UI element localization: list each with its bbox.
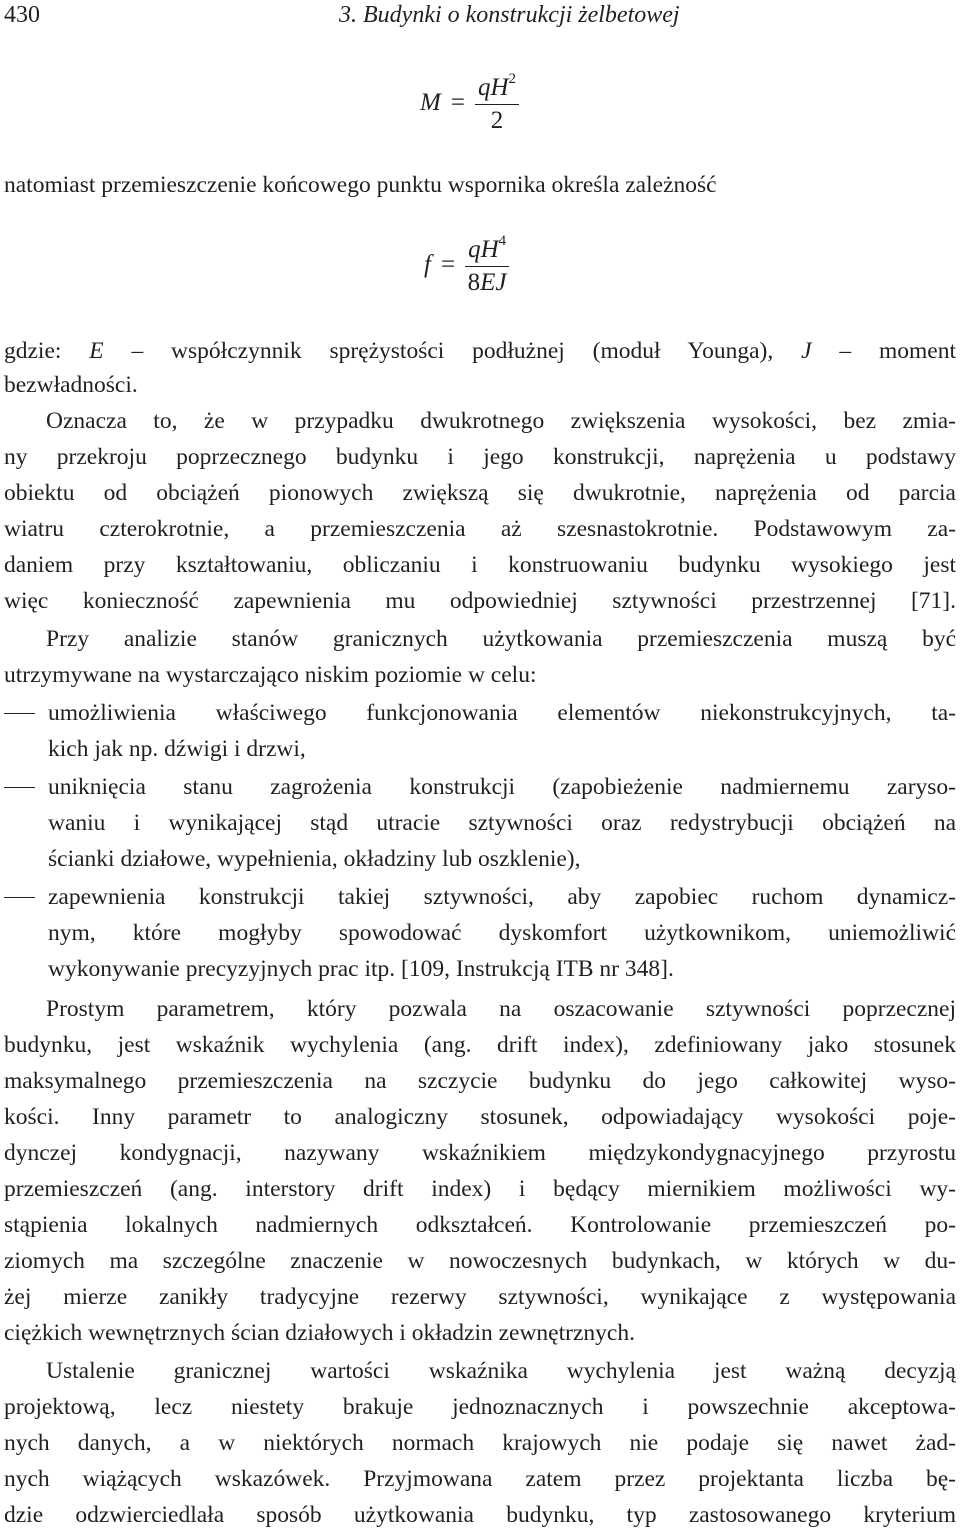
fraction [475,72,519,135]
list-bullet-dash [4,787,35,788]
list-item-line: wykonywanie precyzyjnych prac itp. [109, Instrukcją ITB nr 348]. [48,956,674,982]
list-item-line: ścianki działowe, wypełnienia, okładziny lub oszklenie), [48,846,581,872]
paragraph-line: nych wiążących wskazówek. Przyjmowana zatem przez projektanta liczba bę- [4,1466,956,1492]
paragraph-line: daniem przy kształtowaniu, obliczaniu i konstruowaniu budynku wysokiego jest [4,552,956,578]
paragraph-line: żej mierze zanikły tradycyjne rezerwy sztywności, wynikające z występowania [4,1284,956,1310]
formula-lhs: M [420,89,441,117]
numerator-text: qH [468,236,499,263]
paragraph-line: ziomych ma szczególne znaczenie w nowoczesnych budynkach, w których w du- [4,1248,956,1274]
paragraph-line: Oznacza to, że w przypadku dwukrotnego zwiększenia wysokości, bez zmia- [46,408,956,434]
formula-equals: = [450,89,465,117]
paragraph-line: więc konieczność zapewnienia mu odpowiedniej sztywności przestrzennej [71]. [4,588,956,614]
paragraph-line: obiektu od obciążeń pionowych zwiększą się dwukrotnie, naprężenia od parcia [4,480,956,506]
numerator-text: qH [477,74,509,101]
fraction [465,234,509,297]
list-item-line: uniknięcia stanu zagrożenia konstrukcji (zapobieżenie nadmiernemu zaryso- [48,774,956,800]
list-bullet-dash [4,897,35,898]
page-number: 430 [4,2,40,28]
paragraph-line: nych danych, a w niektórych normach krajowych nie podaje się nawet żad- [4,1430,956,1456]
symbol-j-description: – moment [839,338,957,364]
list-item-line: nym, które mogłyby spowodować dyskomfort użytkownikom, uniemożliwić [48,920,956,946]
formula-moment [420,72,519,135]
denominator-symbols: EJ [480,269,507,297]
symbol-e: E [89,338,104,364]
list-item-line: umożliwienia właściwego funkcjonowania elementów niekonstrukcyjnych, ta- [48,700,956,726]
fraction-denominator [468,267,507,296]
where-clause [4,334,956,368]
paragraph-line: Prostym parametrem, który pozwala na oszacowanie sztywności poprzecznej [46,996,956,1022]
paragraph-line: kości. Inny parametr to analogiczny stosunek, odpowiadający wysokości poje- [4,1104,956,1130]
page-header [4,2,960,36]
list-bullet-dash [4,713,35,714]
formula-deflection [424,234,509,297]
text-line: bezwładności. [4,372,138,398]
paragraph-line: Przy analizie stanów granicznych użytkowania przemieszczenia muszą być [46,626,956,652]
fraction-denominator: 2 [490,107,504,135]
paragraph-line: maksymalnego przemieszczenia na szczycie budynku do jego całkowitej wyso- [4,1068,956,1094]
paragraph-line: dynczej kondygnacji, nazywany wskaźnikiem międzykondygnacyjnego przyrostu [4,1140,956,1166]
fraction-numerator [475,72,519,105]
paragraph-line: utrzymywane na wystarczająco niskim poziomie w celu: [4,662,537,688]
paragraph-line: dzie odzwierciedlała sposób użytkowania budynku, typ zastosowanego kryterium [4,1502,956,1528]
formula-lhs: f [424,251,431,279]
list-item-line: kich jak np. dźwigi i drzwi, [48,736,306,762]
symbol-j: J [801,338,812,364]
exponent: 4 [498,233,507,249]
symbol-e-description: – współczynnik sprężystości podłużnej (moduł Younga), [131,338,774,364]
fraction-numerator [465,234,509,267]
paragraph-line: Ustalenie granicznej wartości wskaźnika wychylenia jest ważną decyzją [46,1358,956,1384]
paragraph-line: projektową, lecz niestety brakuje jednoznacznych i powszechnie akceptowa- [4,1394,956,1420]
list-item-line: zapewnienia konstrukcji takiej sztywności, aby zapobiec ruchom dynamicz- [48,884,956,910]
where-label: gdzie: [4,338,62,364]
running-head: 3. Budynki o konstrukcji żelbetowej [339,2,680,28]
text-line: natomiast przemieszczenie końcowego punktu wspornika określa zależność [4,172,717,198]
formula-equals: = [440,251,456,279]
exponent: 2 [508,71,516,87]
denominator-coefficient: 8 [467,269,481,297]
paragraph-line: ciężkich wewnętrznych ścian działowych i okładzin zewnętrznych. [4,1320,635,1346]
paragraph-line: budynku, jest wskaźnik wychylenia (ang. drift index), zdefiniowany jako stosunek [4,1032,956,1058]
paragraph-line: wiatru czterokrotnie, a przemieszczenia aż szesnastokrotnie. Podstawowym za- [4,516,956,542]
paragraph-line: stąpienia lokalnych nadmiernych odkształceń. Kontrolowanie przemieszczeń po- [4,1212,956,1238]
paragraph-line: przemieszczeń (ang. interstory drift index) i będący miernikiem możliwości wy- [4,1176,956,1202]
paragraph-line: ny przekroju poprzecznego budynku i jego konstrukcji, naprężenia u podstawy [4,444,956,470]
list-item-line: waniu i wynikającej stąd utracie sztywności oraz redystrybucji obciążeń na [48,810,956,836]
